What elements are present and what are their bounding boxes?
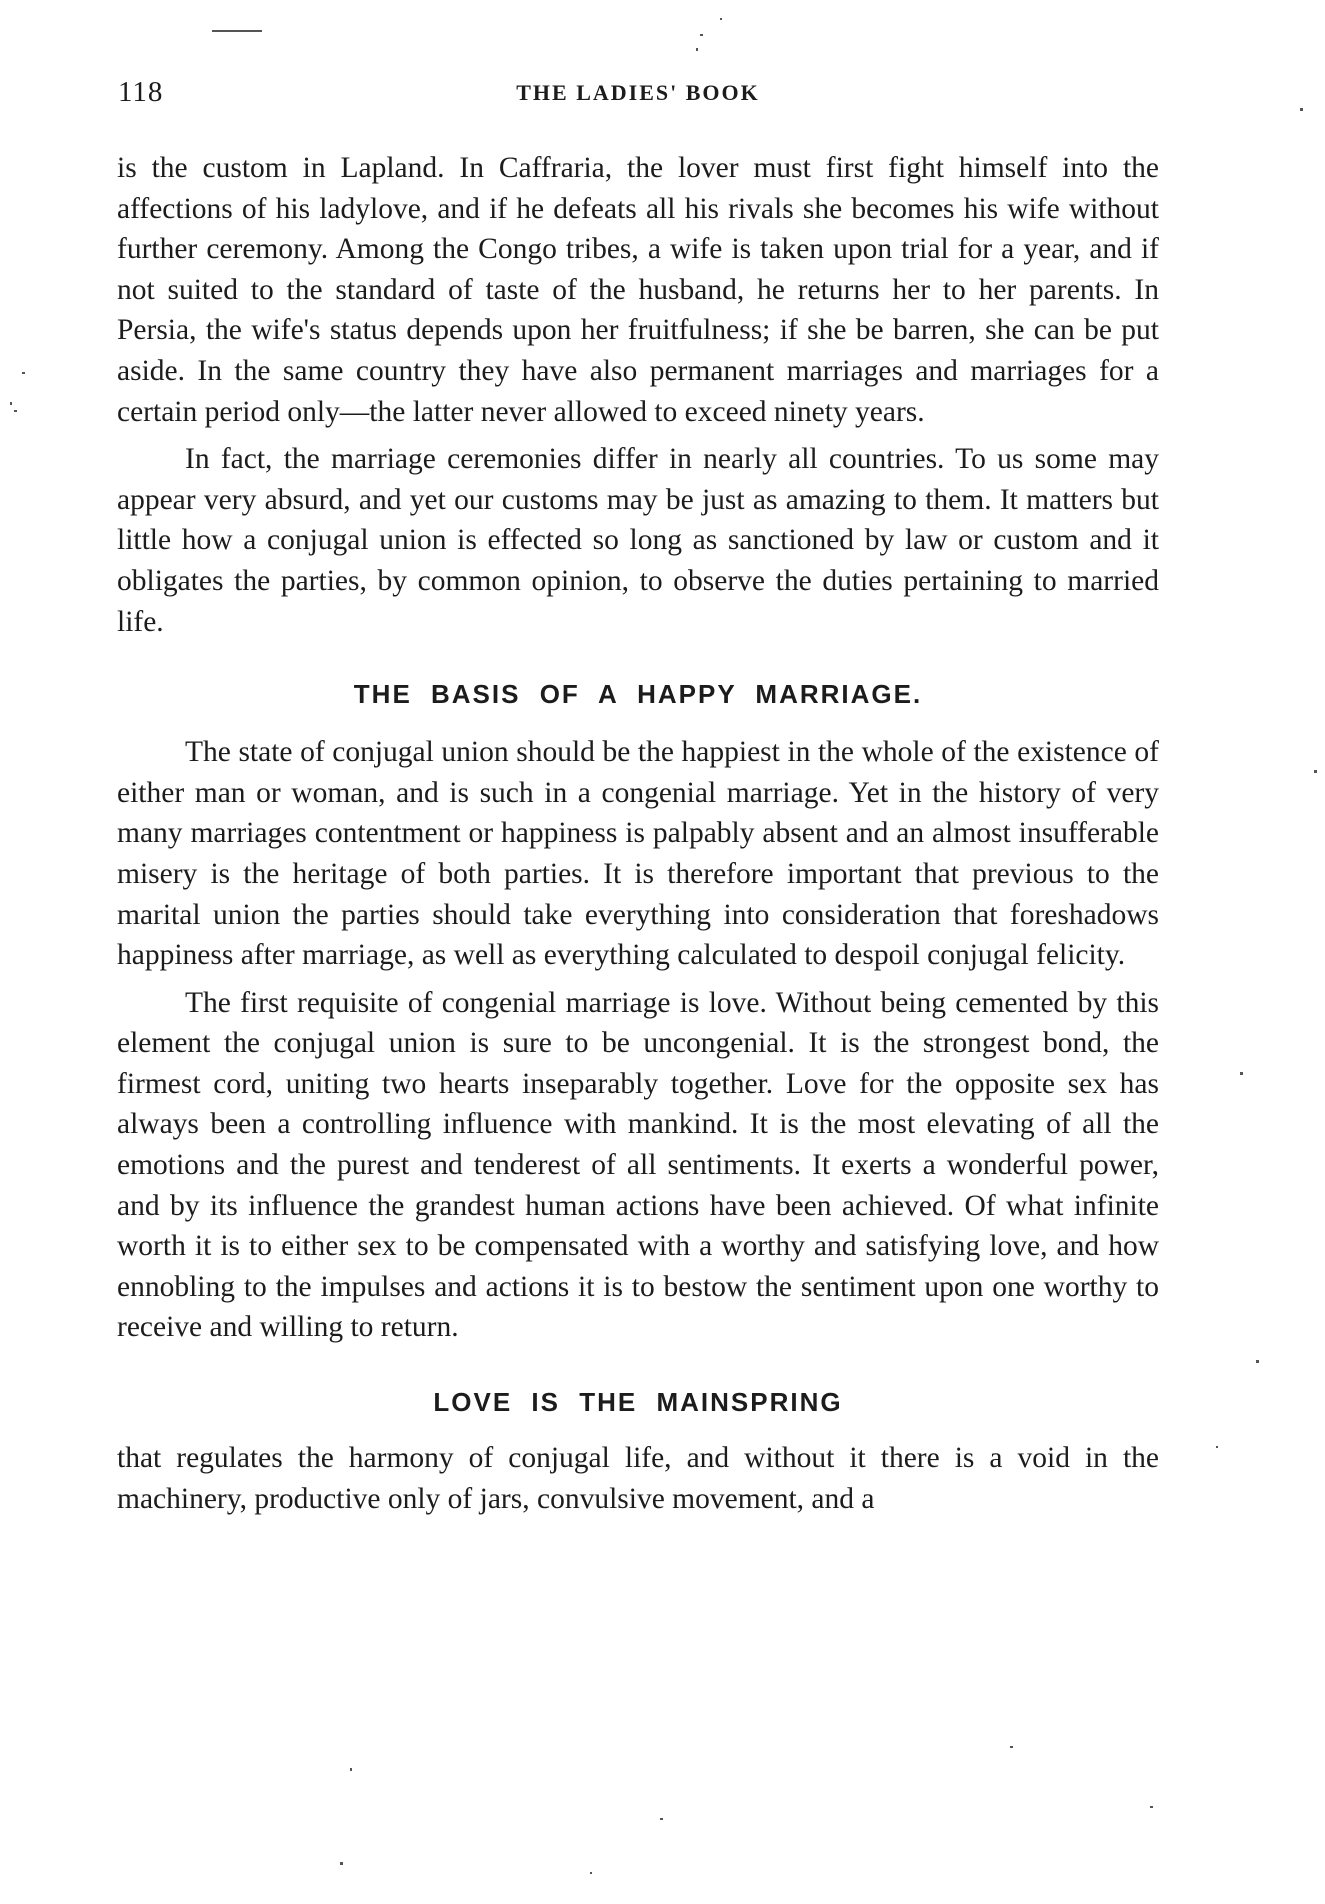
running-title: THE LADIES' BOOK [516, 80, 760, 105]
paragraph-marriage-ceremonies: In fact, the marriage ceremonies differ in nearly all countries. To us some may appear very absurd, and yet our customs may be just as amazing to them. It matters but little how a conjugal union is effected so long as sanctioned by law or custom and it obligates the parties, by common opinion, to observe the duties pertaining to married life. [117, 443, 1159, 638]
page-header [118, 76, 1158, 112]
paragraph-first-requisite-love: The first requisite of congenial marriage is love. Without being cemented by this element the conjugal union is sure to be uncongenial. It is the strongest bond, the firmest cord, uniting two hearts inseparably together. Love for the opposite sex has always been a controlling influence with mankind. It is the most elevating of all the emotions and the purest and tenderest of all sentiments. It exerts a wonderful power, and by its influence the grandest human actions have been achieved. Of what infinite worth it is to either sex to be compensated with a worthy and satisfying love, and how ennobling to the impulses and actions it is to bestow the sentiment upon one worthy to receive and willing to return. [117, 986, 1159, 1344]
paragraph-harmony: that regulates the harmony of conjugal life, and without it there is a void in the machinery, productive only of jars, convulsive movement, and a [117, 1442, 1159, 1515]
paragraph-conjugal-union: The state of conjugal union should be the happiest in the whole of the existence of either man or woman, and is such in a congenial marriage. Yet in the history of very many marriages contentment or happiness is palpably absent and an almost insufferable misery is the heritage of both parties. It is therefore important that previous to the marital union the parties should take everything into consideration that foreshadows happiness after marriage, as well as everything calculated to despoil conjugal felicity. [117, 736, 1159, 972]
page-body [117, 148, 1159, 1519]
paragraph-lapland-customs: is the custom in Lapland. In Caffraria, the lover must first fight himself into the affections of his ladylove, and if he defeats all his rivals she becomes his wife without further ceremony. Among the Congo tribes, a wife is taken upon trial for a year, and if not suited to the standard of taste of the husband, he returns her to her parents. In Persia, the wife's status depends upon her fruitfulness; if she be barren, she can be put aside. In the same country they have also permanent marriages and marriages for a certain period only—the latter never allowed to exceed ninety years. [117, 152, 1159, 428]
section-heading-mainspring: LOVE IS THE MAINSPRING [433, 1387, 843, 1418]
page-number: 118 [118, 76, 164, 108]
section-heading-basis: THE BASIS OF A HAPPY MARRIAGE. [353, 679, 923, 710]
